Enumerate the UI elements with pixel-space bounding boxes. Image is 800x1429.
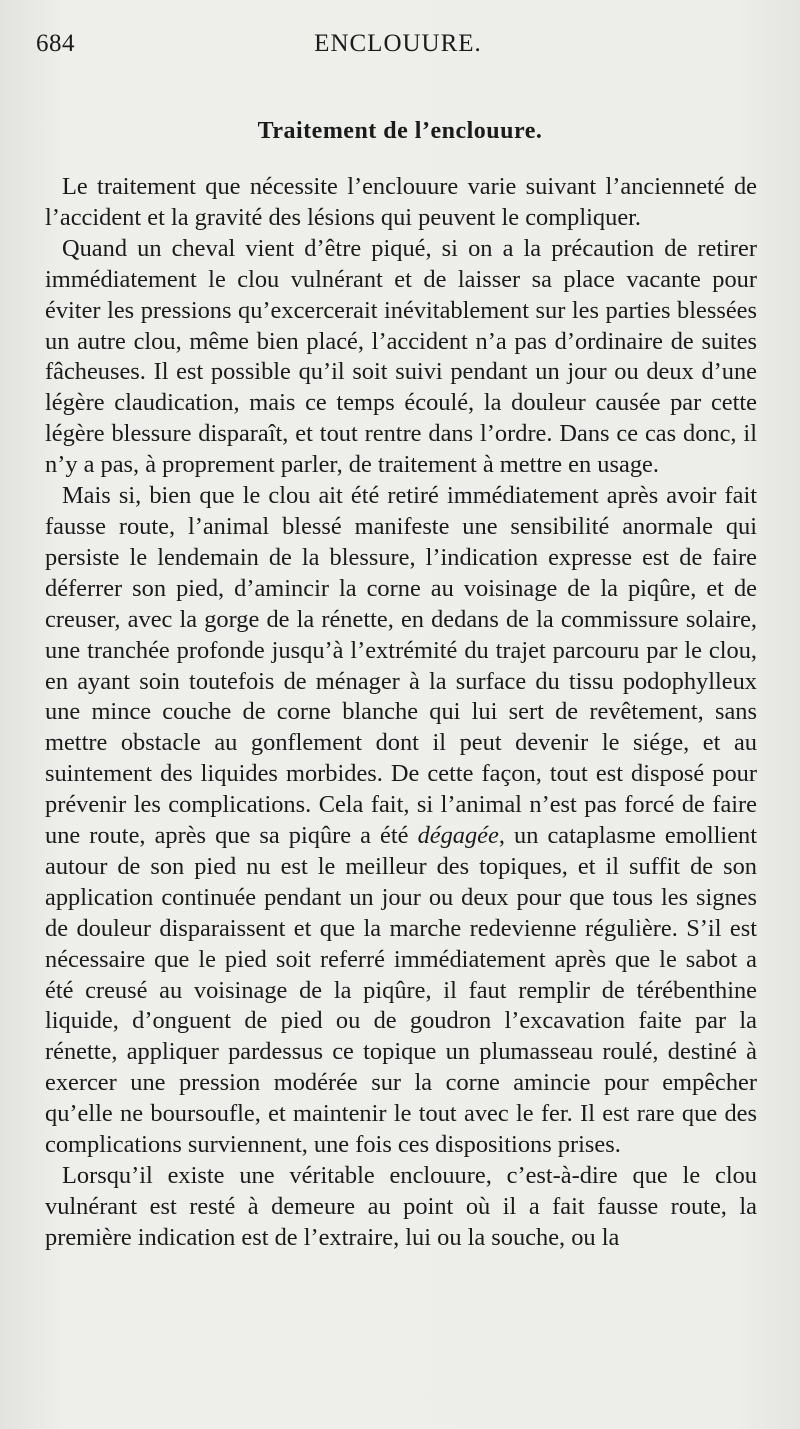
paragraph-text: Mais si, bien que le clou ait été retiré immédiatement après avoir fait fausse route, l’animal blessé manifeste une sensibilité anormale qui persiste le lendemain de la blessure, l’indication expresse est de faire déferrer son pied, d’amincir la corne au voisinage de la piqûre, et de creuser, avec la gorge de la rénette, en dedans de la commissure solaire, une tranchée profonde jusqu’à l’extrémité du trajet parcouru par le clou, en ayant soin toutefois de ménager à la surface du tissu podophylleux une mince couche de corne blanche qui lui sert de revêtement, sans mettre obstacle au gonflement dont il peut devenir le siége, et au suintement des liquides morbides. De cette façon, tout est disposé pour prévenir les complications. Cela fait, si l’animal n’est pas forcé de faire une route, après que sa piqûre a été [45, 482, 757, 850]
paragraph: Quand un cheval vient d’être piqué, si on a la précaution de retirer immédiatement le clou vulnérant et de laisser sa place vacante pour éviter les pressions qu’excercerait inévitablement sur les parties blessées un autre clou, même bien placé, l’accident n’a pas d’ordinaire de suites fâcheuses. Il est possible qu’il soit suivi pendant un jour ou deux d’une légère claudication, mais ce temps écoulé, la douleur causée par cette légère blessure disparaît, et tout rentre dans l’ordre. Dans ce cas donc, il n’y a pas, à proprement parler, de traitement à mettre en usage. [45, 234, 757, 479]
running-head [36, 30, 760, 64]
paragraph: Lorsqu’il existe une véritable enclouure, c’est-à-dire que le clou vulnérant est resté à demeure au point où il a fait fausse route, la première indication est de l’extraire, lui ou la souche, ou la [45, 1162, 757, 1251]
running-title: ENCLOUURE. [314, 30, 482, 57]
paragraph [45, 481, 757, 1161]
paragraph-text: , un cataplasme emollient autour de son pied nu est le meilleur des topiques, et il suffit de son application continuée pendant un jour ou deux pour que tous les signes de douleur disparaissent et que la marche redevienne régulière. S’il est nécessaire que le pied soit referré immédiatement après que le sabot a été creusé au voisinage de la piqûre, il faut remplir de térébenthine liquide, d’onguent de pied ou de goudron l’excavation faite par la rénette, appliquer pardessus ce topique un plumasseau roulé, destiné à exercer une pression modérée sur la corne amincie pour empêcher qu’elle ne boursoufle, et maintenir le tout avec le fer. Il est rare que des complications surviennent, une fois ces dispositions prises. [45, 822, 757, 1159]
body-text [45, 172, 757, 1254]
page-number: 684 [36, 30, 75, 57]
section-heading: Traitement de l’enclouure. [257, 118, 543, 144]
emphasized-term: dégagée [417, 822, 499, 850]
paragraph: Le traitement que nécessite l’enclouure varie suivant l’ancienneté de l’accident et la gravité des lésions qui peuvent le compliquer. [45, 173, 757, 231]
